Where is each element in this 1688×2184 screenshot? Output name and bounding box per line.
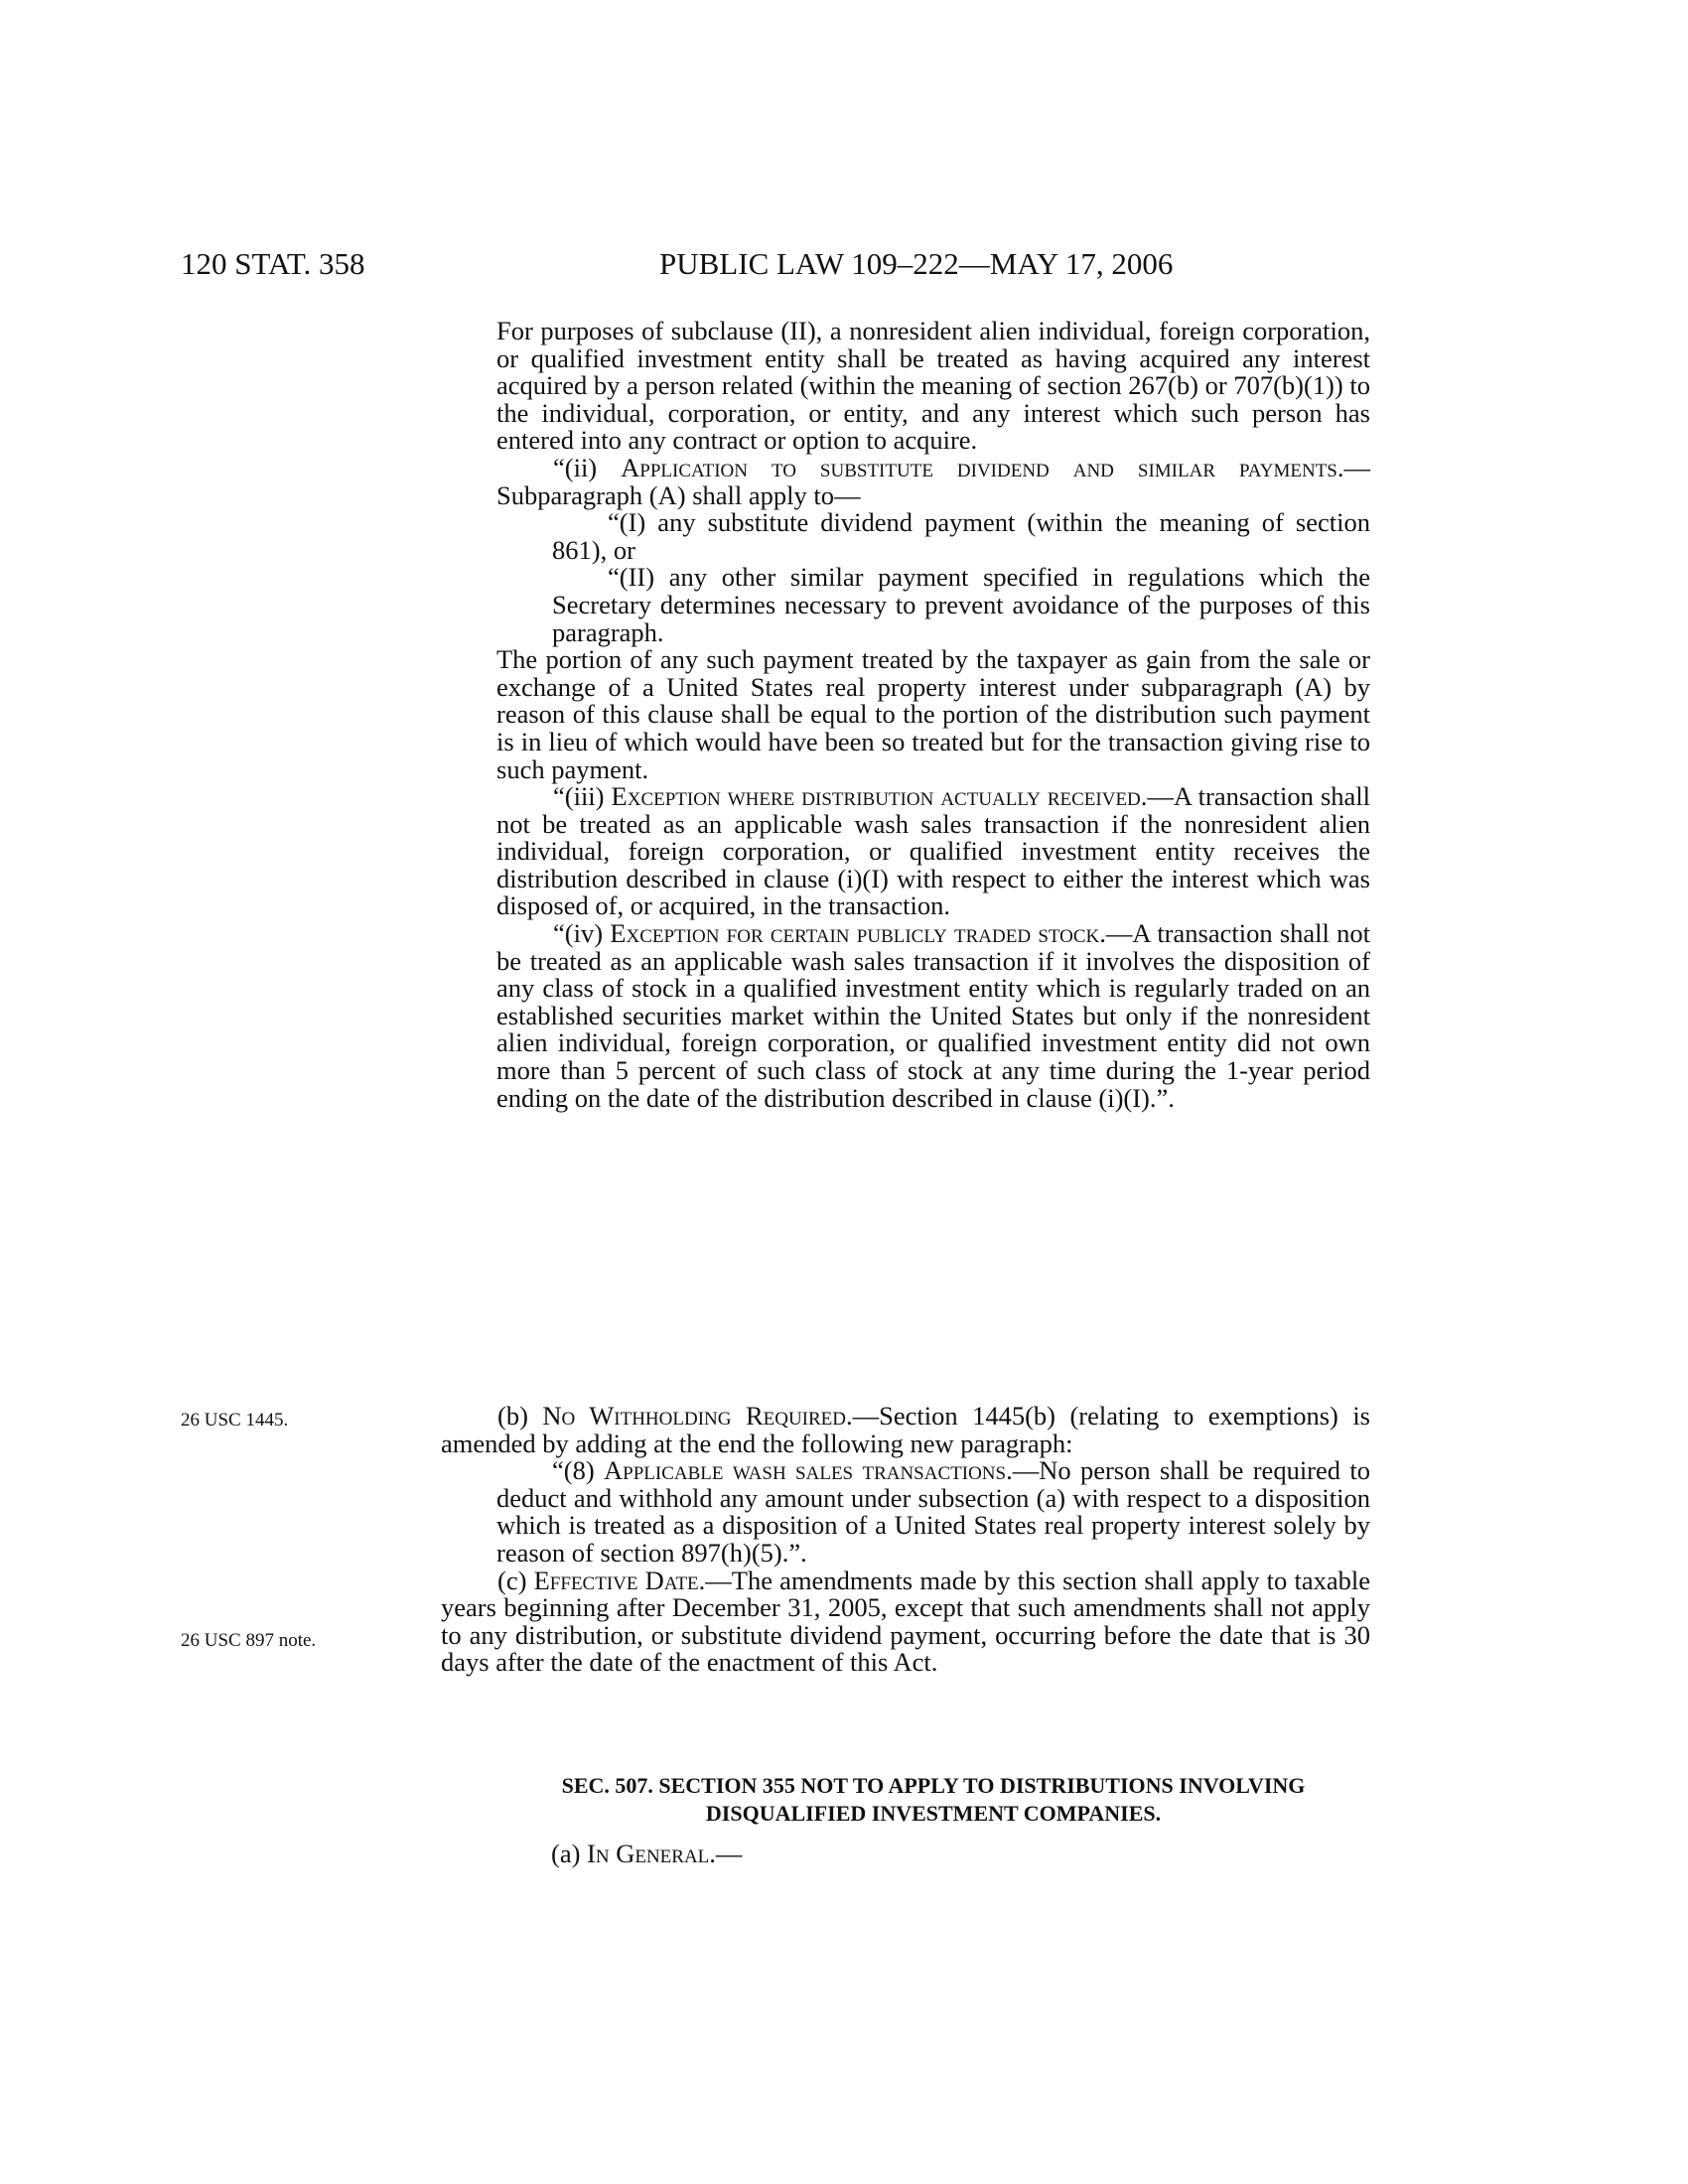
clause-ii-text: —Subparagraph (A) shall apply to— — [496, 452, 1371, 510]
paragraph-8-heading: Applicable wash sales transactions. — [604, 1455, 1013, 1486]
subclause-ii-I: “(I) any substitute dividend payment (within the meaning of section 861), or — [552, 507, 1370, 565]
clause-iii-text: —A transaction shall not be treated as an applicable wash sales transaction if the nonresident alien individual, foreign corporation, or qualified investment entity receives the distribution described in clause (i)(I) with respect to either the interest which was disposed of, or acquired, in the transaction. — [496, 781, 1370, 921]
subsection-b-text: —Section 1445(b) (relating to exemptions) is amended by adding at the end the following new paragraph: — [441, 1401, 1370, 1458]
subsection-c — [441, 1565, 1371, 1678]
margin-note-1445: 26 USC 1445. — [181, 1410, 289, 1431]
subsection-a-text: — — [715, 1839, 743, 1868]
subclause-ii-II: “(II) any other similar payment specified in regulations which the Secretary determines necessary to prevent avoidance of the purposes of this paragraph. — [552, 562, 1370, 647]
subsection-b-block — [441, 1403, 1370, 1677]
clause-ii-label: “(ii) — [553, 452, 622, 482]
subsection-c-text: —The amendments made by this section shall apply to taxable years beginning after December 31, 2005, except that such amendments shall not apply to any distribution, or substitute dividend payment, occurring before the date that is 30 days after the date of the enactment of this Act. — [441, 1565, 1371, 1678]
subsection-a-label: (a) — [551, 1839, 588, 1868]
clause-ii-heading: Application to substitute dividend and similar payments. — [621, 452, 1344, 482]
paragraph-8 — [496, 1457, 1370, 1567]
section-subsection-a — [551, 1839, 742, 1869]
subsection-c-label: (c) — [497, 1565, 534, 1595]
subsection-b — [441, 1403, 1370, 1457]
clause-iii — [496, 783, 1370, 920]
stat-page-number: 120 STAT. 358 — [181, 246, 365, 281]
margin-note-897: 26 USC 897 note. — [181, 1630, 317, 1651]
clause-ii — [496, 452, 1371, 510]
clause-iv-heading: Exception for certain publicly traded stock. — [610, 918, 1106, 949]
section-heading-line1: SEC. 507. SECTION 355 NOT TO APPLY TO DISTRIBUTIONS INVOLVING — [561, 1773, 1306, 1798]
subsection-c-heading: Effective Date. — [533, 1565, 706, 1595]
paragraph-portion: The portion of any such payment treated by the taxpayer as gain from the sale or exchange of a United States real property interest under subparagraph (A) by reason of this clause shall be equal to the portion of the distribution such payment is in lieu of which would have been so treated but for the transaction giving rise to such payment. — [496, 644, 1370, 784]
paragraph-8-text: —No person shall be required to deduct and withhold any amount under subsection (a) with respect to a disposition which is treated as a disposition of a United States real property interest solely by reason of section 897(h)(5).”. — [496, 1455, 1370, 1568]
paragraph-related-person: For purposes of subclause (II), a nonresident alien individual, foreign corporation, or qualified investment entity shall be treated as having acquired any interest acquired by a person related (within the meaning of section 267(b) or 707(b)(1)) to the individual, corporation, or entity, and any interest which such person has entered into any contract or option to acquire. — [496, 316, 1370, 456]
section-heading — [496, 1772, 1370, 1828]
body-text — [496, 318, 1370, 1112]
subsection-b-label: (b) — [497, 1401, 543, 1431]
paragraph-8-label: “(8) — [552, 1455, 605, 1486]
clause-iv — [496, 920, 1370, 1112]
page-header — [0, 246, 1688, 286]
clause-iv-label: “(iv) — [553, 918, 611, 949]
running-head: PUBLIC LAW 109–222—MAY 17, 2006 — [659, 246, 1174, 281]
section-heading-line2: DISQUALIFIED INVESTMENT COMPANIES. — [705, 1801, 1162, 1826]
clause-iv-text: —A transaction shall not be treated as an applicable wash sales transaction if it involves the disposition of any class of stock in a qualified investment entity which is regularly traded on an established securities market within the United States but only if the nonresident alien individual, foreign corporation, or qualified investment entity did not own more than 5 percent of such class of stock at any time during the 1-year period ending on the date of the distribution described in clause (i)(I).”. — [496, 918, 1370, 1113]
subsection-a-heading: In General. — [587, 1839, 716, 1868]
clause-iii-label: “(iii) — [553, 781, 612, 812]
subsection-b-heading: No Withholding Required. — [542, 1401, 853, 1431]
clause-iii-heading: Exception where distribution actually received. — [611, 781, 1148, 812]
